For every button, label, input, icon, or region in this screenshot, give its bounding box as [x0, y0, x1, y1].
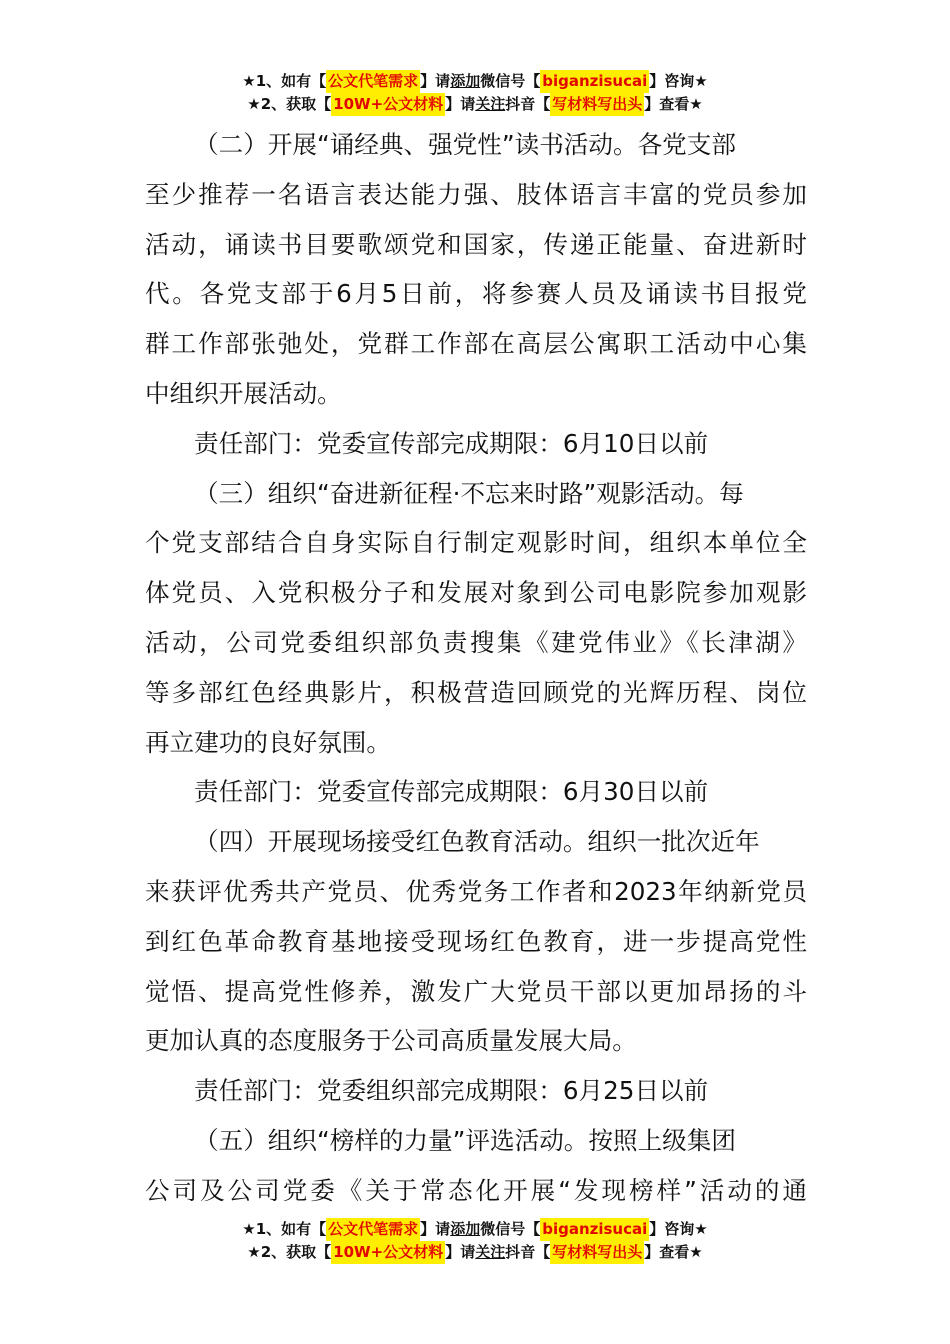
paragraph-line: 更加认真的态度服务于公司高质量发展大局。 [145, 1026, 637, 1056]
banner-underline: 关注 [475, 95, 506, 113]
banner-text: 】请 [420, 1220, 451, 1238]
paragraph-line: 群工作部张弛处，党群工作部在高层公寓职工活动中心集 [145, 329, 807, 359]
paragraph-line: 个党支部结合自身实际自行制定观影时间，组织本单位全 [145, 528, 807, 558]
bottom-banner [0, 1218, 950, 1264]
banner-highlight: 10W+公文材料 [331, 1241, 445, 1264]
banner-highlight: biganzisucai [540, 70, 649, 93]
document-body [145, 120, 807, 1216]
banner-highlight: 公文代笔需求 [326, 1218, 420, 1241]
banner-text: 微信号【 [480, 72, 541, 90]
paragraph-line: 活动，诵读书目要歌颂党和国家，传递正能量、奋进新时 [145, 229, 807, 259]
banner-text: ★2、获取【 [247, 95, 332, 113]
banner-underline: 关注 [475, 1243, 506, 1261]
paragraph-line: 觉悟、提高党性修养，激发广大党员干部以更加昂扬的斗 [145, 976, 807, 1006]
paragraph-line: 活动，公司党委组织部负责搜集《建党伟业》《长津湖》 [145, 627, 807, 657]
paragraph-line: 至少推荐一名语言表达能力强、肢体语言丰富的党员参加 [145, 179, 807, 209]
responsibility-line: 责任部门：党委宣传部完成期限：6月10日以前 [194, 428, 709, 458]
banner-text: 抖音【 [505, 1243, 551, 1261]
paragraph-line: （二）开展“诵经典、强党性”读书活动。各党支部 [194, 130, 736, 159]
banner-text: 】请 [420, 72, 451, 90]
paragraph-line: （四）开展现场接受红色教育活动。组织一批次近年 [194, 827, 760, 857]
banner-line-1 [0, 1218, 950, 1241]
banner-line-2 [0, 1241, 950, 1264]
banner-highlight: 写材料写出头 [550, 1241, 644, 1264]
banner-text: 抖音【 [505, 95, 551, 113]
banner-highlight: 公文代笔需求 [326, 70, 420, 93]
paragraph-line: （五）组织“榜样的力量”评选活动。按照上级集团 [194, 1125, 736, 1155]
banner-text: 】请 [445, 95, 476, 113]
paragraph-line: 体党员、入党积极分子和发展对象到公司电影院参加观影 [145, 578, 807, 608]
top-banner [0, 70, 950, 116]
paragraph-line: 公司及公司党委《关于常态化开展“发现榜样”活动的通 [145, 1175, 807, 1205]
banner-line-1 [0, 70, 950, 93]
paragraph-line: 来获评优秀共产党员、优秀党务工作者和2023年纳新党员 [145, 876, 807, 906]
banner-line-2 [0, 93, 950, 116]
banner-highlight: biganzisucai [540, 1218, 649, 1241]
banner-text: 】查看★ [644, 1243, 703, 1261]
banner-text: 微信号【 [480, 1220, 541, 1238]
responsibility-line: 责任部门：党委宣传部完成期限：6月30日以前 [194, 777, 709, 807]
paragraph-line: 再立建功的良好氛围。 [145, 727, 391, 757]
banner-text: ★2、获取【 [247, 1243, 332, 1261]
paragraph-line: （三）组织“奋进新征程·不忘来时路”观影活动。每 [194, 478, 744, 508]
responsibility-line: 责任部门：党委组织部完成期限：6月25日以前 [194, 1076, 709, 1106]
banner-text: 】咨询★ [649, 1220, 708, 1238]
banner-highlight: 10W+公文材料 [331, 93, 445, 116]
banner-text: 】查看★ [644, 95, 703, 113]
banner-text: ★1、如有【 [242, 72, 327, 90]
banner-underline: 添加 [450, 72, 481, 90]
paragraph-line: 等多部红色经典影片，积极营造回顾党的光辉历程、岗位 [145, 677, 807, 707]
paragraph-line: 代。各党支部于6月5日前，将参赛人员及诵读书目报党 [145, 279, 807, 309]
paragraph-line: 中组织开展活动。 [145, 378, 342, 408]
paragraph-line: 到红色革命教育基地接受现场红色教育，进一步提高党性 [145, 926, 807, 956]
banner-text: 】请 [445, 1243, 476, 1261]
banner-underline: 添加 [450, 1220, 481, 1238]
banner-text: ★1、如有【 [242, 1220, 327, 1238]
banner-text: 】咨询★ [649, 72, 708, 90]
banner-highlight: 写材料写出头 [550, 93, 644, 116]
